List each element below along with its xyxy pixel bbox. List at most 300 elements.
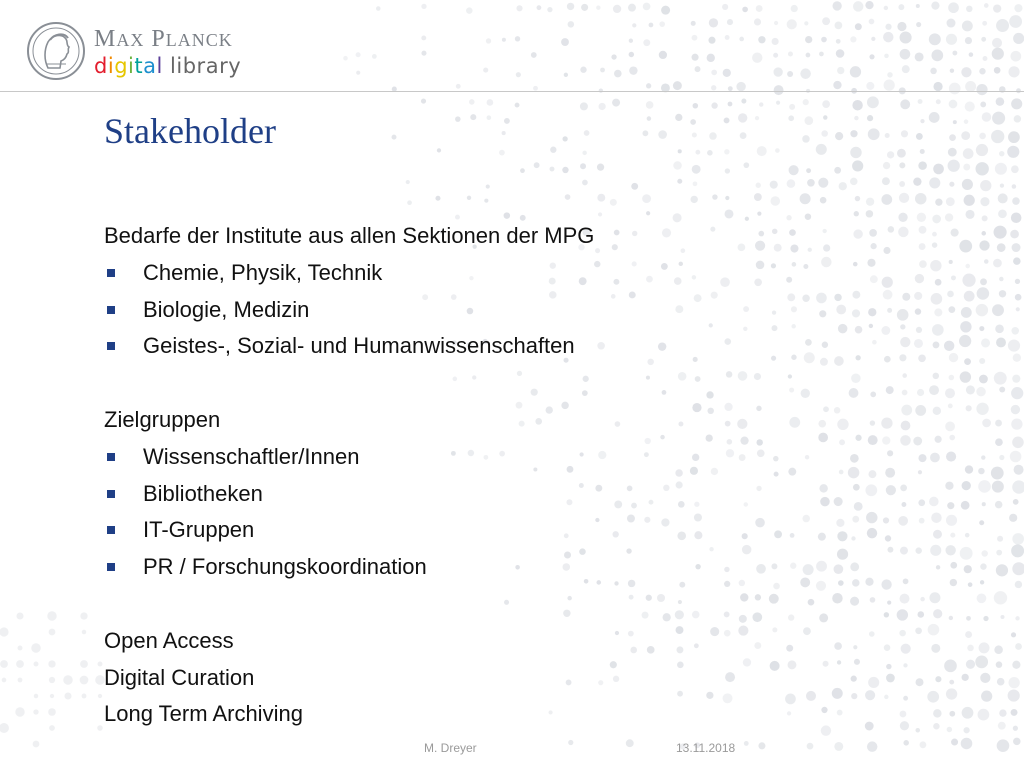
background-dot <box>915 405 926 416</box>
background-dot <box>739 37 744 42</box>
background-dot <box>903 663 907 667</box>
background-dot <box>964 195 975 206</box>
background-dot <box>1010 51 1021 62</box>
background-dot <box>516 72 521 77</box>
background-dot <box>915 728 920 733</box>
bullet-square-icon <box>107 453 115 461</box>
background-dot <box>996 19 1009 32</box>
background-dot <box>832 593 842 603</box>
background-dot <box>930 453 940 463</box>
background-dot <box>981 455 985 459</box>
background-dot <box>915 308 921 314</box>
background-dot <box>804 21 808 25</box>
logo-name-second-rest: LANCK <box>165 30 233 50</box>
background-dot <box>1014 115 1021 122</box>
background-dot <box>806 691 816 701</box>
background-dot <box>853 484 860 491</box>
background-dot <box>787 19 797 29</box>
background-dot <box>791 5 798 12</box>
background-dot <box>978 709 990 721</box>
background-dot <box>852 516 859 523</box>
background-dot <box>884 356 891 363</box>
background-dot <box>945 482 953 490</box>
background-dot <box>870 420 875 425</box>
background-dot <box>865 484 877 496</box>
background-dot <box>919 518 925 524</box>
background-dot <box>982 419 991 428</box>
background-dot <box>882 177 890 185</box>
background-dot <box>756 5 763 12</box>
background-dot <box>979 520 984 525</box>
background-dot <box>850 454 859 463</box>
background-dot <box>881 417 892 428</box>
background-dot <box>642 130 648 136</box>
background-dot <box>47 611 56 620</box>
background-dot <box>900 721 909 730</box>
background-dot <box>914 339 923 348</box>
background-dot <box>951 739 958 746</box>
background-dot <box>707 54 715 62</box>
background-dot <box>693 103 699 109</box>
background-dot <box>487 115 492 120</box>
background-dot <box>991 130 1004 143</box>
background-dot <box>952 51 957 56</box>
bullet-square-icon <box>107 342 115 350</box>
background-dot <box>946 452 956 462</box>
bullet-text: IT-Gruppen <box>143 517 255 543</box>
background-dot <box>865 578 873 586</box>
background-dot <box>899 162 905 168</box>
background-dot <box>852 160 863 171</box>
logo-name-first: M <box>94 26 117 52</box>
background-dot <box>902 373 907 378</box>
background-dot <box>0 723 9 733</box>
background-dot <box>948 160 960 172</box>
logo-subtitle-letter: g <box>114 54 129 78</box>
background-dot <box>996 661 1003 668</box>
background-dot <box>949 711 955 717</box>
background-dot <box>803 564 814 575</box>
background-dot <box>996 564 1008 576</box>
background-dot <box>805 339 812 346</box>
background-dot <box>98 662 103 667</box>
background-dot <box>999 455 1004 460</box>
background-dot <box>962 481 971 490</box>
background-dot <box>835 132 843 140</box>
background-dot <box>1012 437 1024 449</box>
background-dot <box>915 52 924 61</box>
background-dot <box>997 536 1003 542</box>
background-dot <box>613 5 621 13</box>
background-dot <box>773 53 778 58</box>
background-dot <box>947 727 953 733</box>
background-dot <box>1011 405 1020 414</box>
background-dot <box>499 150 505 156</box>
background-dot <box>695 150 700 155</box>
background-dot <box>406 180 410 184</box>
background-dot <box>992 481 1004 493</box>
background-dot <box>981 691 992 702</box>
background-dot <box>916 22 921 27</box>
background-dot <box>913 437 922 446</box>
background-dot <box>966 405 972 411</box>
background-dot <box>855 326 863 334</box>
background-dot <box>914 292 922 300</box>
background-dot <box>915 193 927 205</box>
background-dot <box>903 696 908 701</box>
background-dot <box>949 100 958 109</box>
background-dot <box>821 130 828 137</box>
background-dot <box>995 420 1002 427</box>
background-dot <box>1013 257 1021 265</box>
background-dot <box>963 164 970 171</box>
background-dot <box>979 358 985 364</box>
background-dot <box>951 275 956 280</box>
background-dot <box>1010 230 1019 239</box>
background-dot <box>643 39 650 46</box>
background-dot <box>631 183 638 190</box>
background-dot <box>999 277 1003 281</box>
background-dot <box>1015 643 1022 650</box>
background-dot <box>833 81 841 89</box>
background-dot <box>34 662 39 667</box>
background-dot <box>691 196 698 203</box>
background-dot <box>564 73 568 77</box>
background-dot <box>978 480 991 493</box>
bullet-item <box>104 328 804 365</box>
bullet-square-icon <box>107 526 115 534</box>
background-dot <box>913 178 921 186</box>
background-dot <box>692 54 699 61</box>
background-dot <box>580 163 586 169</box>
background-dot <box>869 19 875 25</box>
background-dot <box>897 609 908 620</box>
background-dot <box>996 97 1005 106</box>
background-dot <box>1012 243 1021 252</box>
background-dot <box>883 247 890 254</box>
minerva-seal-icon <box>26 20 86 82</box>
background-dot <box>966 616 971 621</box>
background-dot <box>855 435 861 441</box>
background-dot <box>853 645 857 649</box>
background-dot <box>935 676 941 682</box>
background-dot <box>962 179 973 190</box>
background-dot <box>979 375 988 384</box>
background-dot <box>1013 726 1018 731</box>
background-dot <box>693 181 698 186</box>
background-dot <box>900 31 912 43</box>
background-dot <box>372 54 377 59</box>
background-dot <box>487 99 494 106</box>
background-dot <box>568 740 573 745</box>
background-dot <box>392 135 397 140</box>
background-dot <box>976 144 988 156</box>
background-dot <box>1011 709 1018 716</box>
background-dot <box>808 599 815 606</box>
background-dot <box>98 694 102 698</box>
background-dot <box>837 710 843 716</box>
background-dot <box>483 68 488 73</box>
slide-title: Stakeholder <box>104 111 276 151</box>
background-dot <box>932 324 944 336</box>
background-dot <box>673 81 682 90</box>
bullet-square-icon <box>107 269 115 277</box>
background-dot <box>437 148 441 152</box>
background-dot <box>992 112 1005 125</box>
logo-subtitle-letter: i <box>128 54 135 78</box>
background-dot <box>629 66 637 74</box>
background-dot <box>902 293 910 301</box>
background-dot <box>949 260 953 264</box>
background-dot <box>916 133 923 140</box>
background-dot <box>562 136 567 141</box>
spacer <box>104 365 804 402</box>
background-dot <box>900 324 905 329</box>
background-dot <box>868 470 876 478</box>
background-dot <box>999 709 1006 716</box>
background-dot <box>964 358 971 365</box>
background-dot <box>1012 184 1017 189</box>
background-dot <box>850 597 859 606</box>
background-dot <box>818 433 828 443</box>
background-dot <box>930 68 937 75</box>
background-dot <box>1012 197 1020 205</box>
background-dot <box>787 71 793 77</box>
background-dot <box>1008 690 1020 702</box>
logo-subtitle-letter: l <box>156 54 163 78</box>
background-dot <box>886 674 895 683</box>
background-dot <box>983 616 988 621</box>
background-dot <box>900 337 910 347</box>
background-dot <box>712 194 717 199</box>
background-dot <box>867 259 875 267</box>
background-dot <box>950 533 955 538</box>
background-dot <box>884 612 889 617</box>
background-dot <box>854 116 858 120</box>
background-dot <box>788 51 793 56</box>
background-dot <box>980 102 986 108</box>
background-dot <box>376 6 381 11</box>
background-dot <box>975 162 988 175</box>
background-dot <box>965 465 973 473</box>
background-dot <box>1011 544 1024 557</box>
background-dot <box>567 3 574 10</box>
background-dot <box>850 36 856 42</box>
background-dot <box>884 644 891 651</box>
background-dot <box>899 181 905 187</box>
background-dot <box>774 21 778 25</box>
background-dot <box>898 4 904 10</box>
background-dot <box>834 642 842 650</box>
background-dot <box>837 531 847 541</box>
background-dot <box>993 4 1001 12</box>
background-dot <box>980 278 987 285</box>
background-dot <box>596 6 600 10</box>
logo-subtitle-letter: r <box>196 54 206 78</box>
background-dot <box>64 692 71 699</box>
background-dot <box>18 646 23 651</box>
plain-line: Digital Curation <box>104 664 255 690</box>
background-dot <box>31 643 41 653</box>
background-dot <box>900 484 907 491</box>
background-dot <box>1008 131 1020 143</box>
background-dot <box>807 743 814 750</box>
background-dot <box>421 99 426 104</box>
logo-subtitle-letter: a <box>143 54 157 78</box>
bullet-item <box>104 476 804 513</box>
background-dot <box>839 182 847 190</box>
header-divider <box>0 91 1024 92</box>
background-dot <box>49 629 56 636</box>
background-dot <box>855 23 862 30</box>
background-dot <box>869 229 877 237</box>
background-dot <box>1016 307 1020 311</box>
background-dot <box>805 213 811 219</box>
background-dot <box>915 547 921 553</box>
background-dot <box>531 52 537 58</box>
background-dot <box>946 34 957 45</box>
background-dot <box>929 592 940 603</box>
background-dot <box>565 194 571 200</box>
background-dot <box>870 392 876 398</box>
background-dot <box>853 229 862 238</box>
background-dot <box>976 84 987 95</box>
background-dot <box>994 372 1007 385</box>
background-dot <box>823 661 829 667</box>
background-dot <box>999 290 1006 297</box>
background-dot <box>800 68 811 79</box>
background-dot <box>837 67 844 74</box>
background-dot <box>1011 165 1019 173</box>
background-dot <box>867 528 877 538</box>
background-dot <box>959 240 972 253</box>
logo-subtitle-letter: i <box>176 54 183 78</box>
background-dot <box>821 257 831 267</box>
background-dot <box>915 274 924 283</box>
background-dot <box>837 549 848 560</box>
background-dot <box>49 725 55 731</box>
background-dot <box>834 167 841 174</box>
background-dot <box>868 128 880 140</box>
background-dot <box>822 342 828 348</box>
background-dot <box>961 738 973 750</box>
background-dot <box>741 99 746 104</box>
background-dot <box>881 579 891 589</box>
background-dot <box>744 741 749 746</box>
background-dot <box>836 39 841 44</box>
background-dot <box>805 455 809 459</box>
background-dot <box>834 564 844 574</box>
background-dot <box>929 497 939 507</box>
background-dot <box>933 82 942 91</box>
background-dot <box>504 118 510 124</box>
background-dot <box>854 502 863 511</box>
background-dot <box>994 591 1007 604</box>
background-dot <box>677 179 682 184</box>
background-dot <box>1012 375 1020 383</box>
background-dot <box>803 264 808 269</box>
background-dot <box>709 132 717 140</box>
background-dot <box>34 694 38 698</box>
background-dot <box>944 341 954 351</box>
background-dot <box>850 178 858 186</box>
logo-subtitle-letter <box>163 54 170 78</box>
background-dot <box>995 325 1004 334</box>
background-dot <box>867 741 877 751</box>
logo-subtitle-letter: r <box>219 54 229 78</box>
max-planck-digital-library-logo <box>26 18 246 84</box>
background-dot <box>871 37 875 41</box>
background-dot <box>804 116 813 125</box>
background-dot <box>918 99 923 104</box>
background-dot <box>870 275 878 283</box>
logo-name-first-rest: AX <box>116 30 145 50</box>
background-dot <box>918 454 926 462</box>
background-dot <box>632 23 636 27</box>
background-dot <box>736 82 745 91</box>
background-dot <box>1013 499 1019 505</box>
bullet-item <box>104 439 804 476</box>
background-dot <box>837 660 841 664</box>
background-dot <box>981 338 990 347</box>
background-dot <box>467 196 471 200</box>
background-dot <box>948 404 953 409</box>
background-dot <box>965 631 972 638</box>
background-dot <box>853 262 858 267</box>
logo-subtitle-letter: b <box>182 54 197 78</box>
background-dot <box>819 613 828 622</box>
background-dot <box>949 83 961 95</box>
background-dot <box>961 307 972 318</box>
background-dot <box>933 373 940 380</box>
background-dot <box>932 232 937 237</box>
background-dot <box>945 213 953 221</box>
background-dot <box>728 102 733 107</box>
background-dot <box>966 6 972 12</box>
background-dot <box>629 39 633 43</box>
background-dot <box>598 212 602 216</box>
background-dot <box>580 67 586 73</box>
background-dot <box>948 2 959 13</box>
background-dot <box>773 67 782 76</box>
background-dot <box>949 182 954 187</box>
background-dot <box>884 695 888 699</box>
background-dot <box>929 177 940 188</box>
background-dot <box>980 180 991 191</box>
background-dot <box>819 310 826 317</box>
background-dot <box>949 680 954 685</box>
background-dot <box>852 100 862 110</box>
background-dot <box>994 67 1001 74</box>
background-dot <box>930 545 941 556</box>
background-dot <box>1014 465 1024 475</box>
background-dot <box>421 35 426 40</box>
background-dot <box>834 294 841 301</box>
footer-author: M. Dreyer <box>424 741 477 755</box>
background-dot <box>1013 738 1020 745</box>
background-dot <box>850 147 861 158</box>
background-dot <box>948 148 957 157</box>
bullet-text: PR / Forschungskoordination <box>143 554 427 580</box>
background-dot <box>950 579 957 586</box>
background-dot <box>991 467 1004 480</box>
background-dot <box>916 678 924 686</box>
background-dot <box>881 326 890 335</box>
background-dot <box>898 213 907 222</box>
background-dot <box>997 243 1006 252</box>
background-dot <box>994 645 1003 654</box>
background-dot <box>994 226 1007 239</box>
